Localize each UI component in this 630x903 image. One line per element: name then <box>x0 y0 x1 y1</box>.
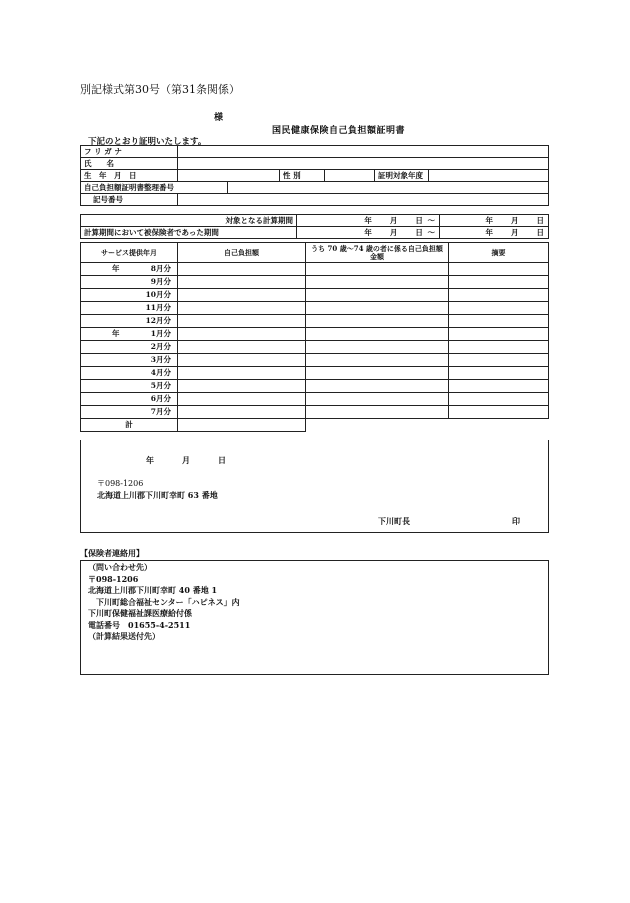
period-table <box>80 214 549 239</box>
name-value[interactable] <box>178 158 549 170</box>
month-label: 11月分 <box>81 302 178 315</box>
remarks-cell[interactable] <box>449 315 549 328</box>
remarks-cell[interactable] <box>449 328 549 341</box>
copay-cell[interactable] <box>178 341 306 354</box>
table-row <box>81 367 549 380</box>
document-title: 国民健康保険自己負担額証明書 <box>272 126 406 136</box>
contact-line: （問い合わせ先） <box>88 562 152 572</box>
issue-date <box>146 455 254 466</box>
remarks-header: 摘要 <box>449 243 549 263</box>
remarks-cell[interactable] <box>449 367 549 380</box>
month-label: 2月分 <box>81 341 178 354</box>
issue-month: 月 <box>182 455 192 465</box>
age-70-74-header: うち 70 歳〜74 歳の者に係る自己負担額金額 <box>306 243 449 263</box>
seal-mark: 印 <box>512 516 520 526</box>
symbol-no-label: 記号番号 <box>81 194 178 206</box>
intro-text: 下記のとおり証明いたします。 <box>88 137 207 147</box>
month-label: 6月分 <box>81 393 178 406</box>
target-period-from[interactable]: 年 月 日 〜 <box>297 215 440 227</box>
copay-cell[interactable] <box>178 354 306 367</box>
table-row <box>81 354 549 367</box>
contact-line: 〒098-1206 <box>88 573 139 584</box>
total-label: 計 <box>81 419 178 432</box>
age-70-74-cell[interactable] <box>306 328 449 341</box>
copay-cell[interactable] <box>178 263 306 276</box>
copay-cell[interactable] <box>178 315 306 328</box>
monthly-copay-table <box>80 242 549 432</box>
contact-line: 下川町保健福祉課医療給付係 <box>88 608 192 618</box>
issue-year: 年 <box>146 455 156 465</box>
total-copay-cell[interactable] <box>178 419 306 432</box>
target-period-label: 対象となる計算期間 <box>81 215 297 227</box>
total-blank <box>306 419 549 432</box>
cert-year-value[interactable] <box>429 170 549 182</box>
serial-no-label: 自己負担額証明書整理番号 <box>81 182 228 194</box>
month-label: 5月分 <box>81 380 178 393</box>
month-cell <box>81 263 178 276</box>
age-70-74-cell[interactable] <box>306 276 449 289</box>
copay-cell[interactable] <box>178 276 306 289</box>
copay-cell[interactable] <box>178 367 306 380</box>
service-month-header: サービス提供年月 <box>81 243 178 263</box>
remarks-cell[interactable] <box>449 341 549 354</box>
contact-line: 北海道上川郡下川町幸町 40 番地 1 <box>88 585 218 595</box>
year-label: 年 <box>112 329 120 338</box>
remarks-cell[interactable] <box>449 289 549 302</box>
age-70-74-cell[interactable] <box>306 367 449 380</box>
month-label: 12月分 <box>81 315 178 328</box>
remarks-cell[interactable] <box>449 393 549 406</box>
insured-period-from[interactable]: 年 月 日 〜 <box>297 227 440 239</box>
month-cell <box>81 328 178 341</box>
recipient-suffix: 様 <box>214 113 224 123</box>
remarks-cell[interactable] <box>449 276 549 289</box>
table-row <box>81 276 549 289</box>
insured-period-to[interactable]: 年 月 日 <box>440 227 549 239</box>
copay-header: 自己負担額 <box>178 243 306 263</box>
age-70-74-cell[interactable] <box>306 380 449 393</box>
contact-heading: 【保険者連絡用】 <box>80 548 144 558</box>
birth-date-label: 生 年 月 日 <box>81 170 178 182</box>
target-period-to[interactable]: 年 月 日 <box>440 215 549 227</box>
cert-year-label: 証明対象年度 <box>375 170 429 182</box>
remarks-cell[interactable] <box>449 302 549 315</box>
table-row <box>81 263 549 276</box>
copay-cell[interactable] <box>178 380 306 393</box>
age-70-74-cell[interactable] <box>306 263 449 276</box>
form-id: 別記様式第30号（第31条関係） <box>80 83 240 96</box>
contact-line: 下川町総合福祉センター「ハピネス」内 <box>88 596 240 607</box>
month-label: 10月分 <box>81 289 178 302</box>
issuer-address: 北海道上川郡下川町幸町 63 番地 <box>97 490 218 500</box>
age-70-74-cell[interactable] <box>306 302 449 315</box>
issuer-postal: 〒098-1206 <box>97 479 144 488</box>
age-70-74-cell[interactable] <box>306 393 449 406</box>
age-70-74-cell[interactable] <box>306 354 449 367</box>
month-label: 7月分 <box>81 406 178 419</box>
issue-day: 日 <box>218 455 228 465</box>
age-70-74-cell[interactable] <box>306 341 449 354</box>
serial-no-value[interactable] <box>228 182 549 194</box>
copay-cell[interactable] <box>178 328 306 341</box>
sex-label: 性 別 <box>280 170 325 182</box>
table-row <box>81 393 549 406</box>
month-label: 8月分 <box>150 264 171 273</box>
insured-period-label: 計算期間において被保険者であった期間 <box>81 227 297 239</box>
contact-line: 電話番号 01655-4-2511 <box>88 619 191 630</box>
name-label: 氏 名 <box>81 158 178 170</box>
table-row <box>81 328 549 341</box>
total-row <box>81 419 549 432</box>
month-label: 4月分 <box>81 367 178 380</box>
issuer-title: 下川町長 <box>378 516 410 526</box>
copay-cell[interactable] <box>178 406 306 419</box>
table-row <box>81 380 549 393</box>
remarks-cell[interactable] <box>449 380 549 393</box>
sex-value[interactable] <box>325 170 375 182</box>
issuer-box <box>80 440 549 533</box>
remarks-cell[interactable] <box>449 354 549 367</box>
age-70-74-cell[interactable] <box>306 289 449 302</box>
table-row <box>81 406 549 419</box>
table-row <box>81 315 549 328</box>
copay-cell[interactable] <box>178 289 306 302</box>
table-row <box>81 302 549 315</box>
furigana-value[interactable] <box>178 146 549 158</box>
contact-line: （計算結果送付先） <box>88 631 160 641</box>
remarks-cell[interactable] <box>449 406 549 419</box>
age-70-74-cell[interactable] <box>306 406 449 419</box>
table-row <box>81 289 549 302</box>
personal-info-table <box>80 145 549 206</box>
table-row <box>81 341 549 354</box>
furigana-label: フ リ ガ ナ <box>81 146 178 158</box>
month-label: 1月分 <box>150 329 171 338</box>
remarks-cell[interactable] <box>449 263 549 276</box>
age-70-74-cell[interactable] <box>306 315 449 328</box>
copay-cell[interactable] <box>178 302 306 315</box>
contact-lines <box>88 562 240 643</box>
year-label: 年 <box>112 264 120 273</box>
month-label: 3月分 <box>81 354 178 367</box>
month-label: 9月分 <box>81 276 178 289</box>
symbol-no-value[interactable] <box>178 194 549 206</box>
copay-cell[interactable] <box>178 393 306 406</box>
birth-date-value[interactable] <box>178 170 280 182</box>
